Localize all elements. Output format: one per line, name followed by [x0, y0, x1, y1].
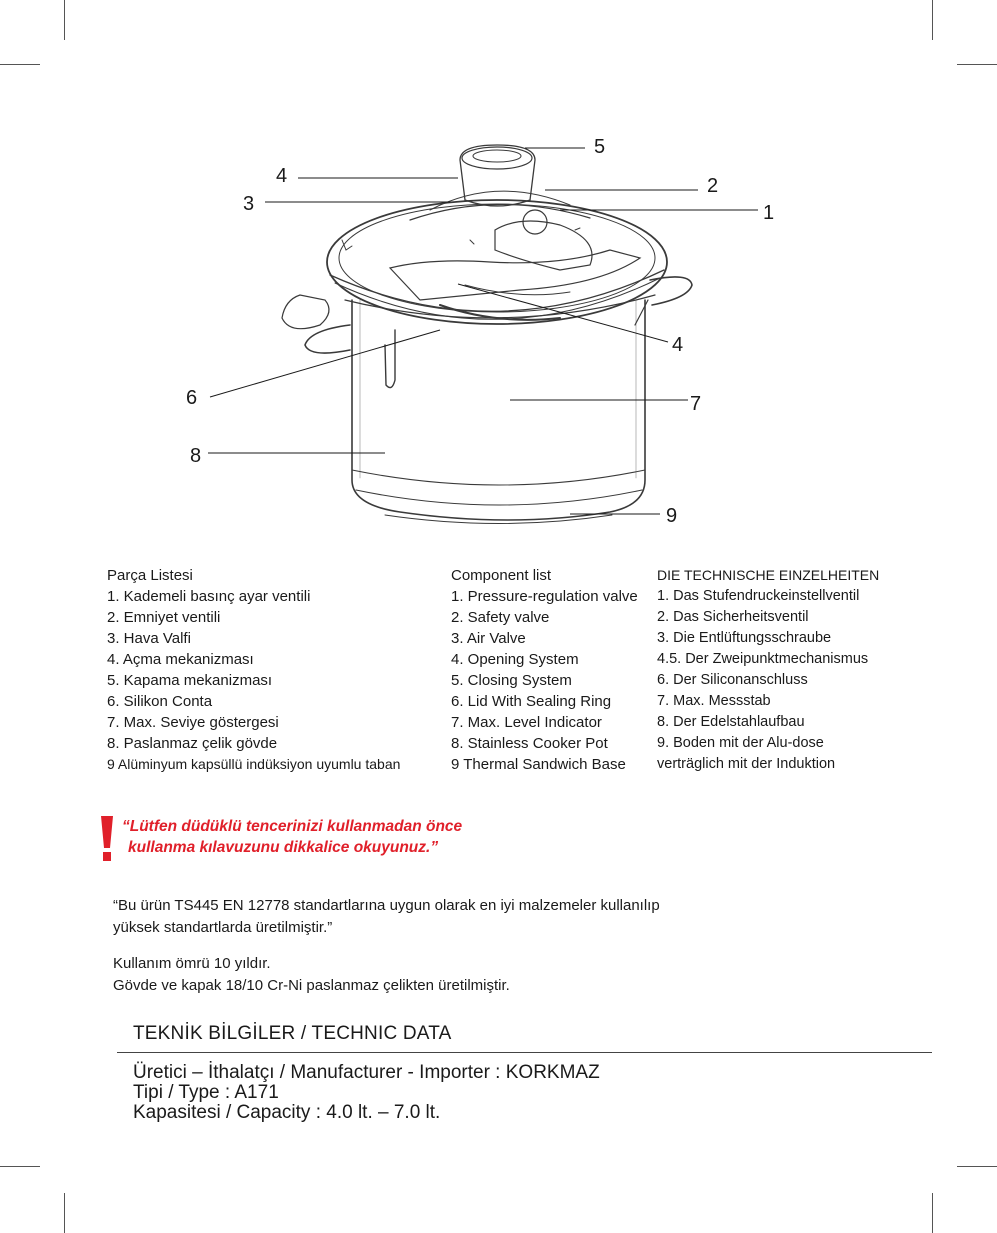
parts-list-item: 6. Silikon Conta	[107, 693, 213, 710]
parts-list-title: Component list	[451, 567, 552, 584]
pressure-cooker-diagram	[0, 0, 997, 560]
parts-list-item: 1. Kademeli basınç ayar ventili	[107, 588, 311, 605]
crop-mark	[932, 1193, 933, 1233]
warning-line: “Lütfen düdüklü tencerinizi kullanmadan önce	[122, 818, 463, 835]
callout-8: 8	[190, 445, 202, 467]
parts-list-item: 6. Lid With Sealing Ring	[451, 693, 612, 710]
tech-manufacturer: Üretici – İthalatçı / Manufacturer - Importer : KORKMAZ	[133, 1062, 600, 1083]
tech-data	[133, 1063, 600, 1123]
callout-7: 7	[690, 393, 702, 415]
tech-capacity: Kapasitesi / Capacity : 4.0 lt. – 7.0 lt.	[133, 1102, 441, 1123]
parts-list-item: 1. Pressure-regulation valve	[451, 588, 638, 605]
parts-list-english	[451, 565, 651, 775]
parts-list-item: 4.5. Der Zweipunktmechanismus	[657, 651, 869, 667]
parts-list-item: 9 Thermal Sandwich Base	[451, 756, 626, 773]
parts-list-item: 6. Der Siliconanschluss	[657, 672, 808, 688]
parts-list-turkish	[107, 565, 447, 775]
parts-list-item: 3. Air Valve	[451, 630, 526, 647]
parts-list-item: 3. Hava Valfi	[107, 630, 191, 647]
info-line: Kullanım ömrü 10 yıldır.	[113, 955, 271, 972]
statement-line: yüksek standartlarda üretilmiştir.”	[113, 919, 333, 936]
pot-base	[352, 470, 645, 485]
parts-list-item: 9. Boden mit der Alu-dose	[657, 735, 824, 751]
info-line: Gövde ve kapak 18/10 Cr-Ni paslanmaz çelikten üretilmiştir.	[113, 977, 510, 994]
parts-list-item: 8. Stainless Cooker Pot	[451, 735, 608, 752]
standards-statement	[113, 895, 660, 939]
closing-knob	[460, 145, 535, 206]
parts-list-item: 2. Emniyet ventili	[107, 609, 221, 626]
parts-list-item: 3. Die Entlüftungsschraube	[657, 630, 832, 646]
tech-type: Tipi / Type : A171	[133, 1082, 279, 1103]
divider	[117, 1052, 932, 1053]
statement-line: “Bu ürün TS445 EN 12778 standartlarına uygun olarak en iyi malzemeler kullanılıp	[113, 897, 660, 914]
crop-mark	[64, 1193, 65, 1233]
parts-list-item: 5. Kapama mekanizması	[107, 672, 273, 689]
right-handle	[650, 277, 692, 305]
parts-list-item: 4. Açma mekanizması	[107, 651, 254, 668]
callout-4b: 4	[672, 334, 684, 356]
parts-list-german	[657, 565, 897, 775]
left-handle	[305, 325, 350, 353]
parts-list-item: 8. Paslanmaz çelik gövde	[107, 735, 278, 752]
parts-list-item: 8. Der Edelstahlaufbau	[657, 714, 805, 730]
crop-mark	[0, 1166, 40, 1167]
parts-list-item: 5. Closing System	[451, 672, 572, 689]
product-info	[113, 953, 510, 997]
callout-6: 6	[186, 387, 198, 409]
parts-list-item: 7. Max. Seviye göstergesi	[107, 714, 279, 731]
callout-1: 1	[763, 202, 775, 224]
parts-list-item: 7. Max. Level Indicator	[451, 714, 602, 731]
parts-list-item: 9 Alüminyum kapsüllü indüksiyon uyumlu taban	[107, 756, 401, 772]
callout-4: 4	[276, 165, 288, 187]
parts-list-item: 2. Safety valve	[451, 609, 550, 626]
exclamation-icon	[100, 814, 114, 862]
parts-list-item: 2. Das Sicherheitsventil	[657, 609, 809, 625]
parts-list-item: 4. Opening System	[451, 651, 579, 668]
callout-3: 3	[243, 193, 255, 215]
callout-9: 9	[666, 505, 678, 527]
warning-line: kullanma kılavuzunu dikkalice okuyunuz.”	[128, 839, 439, 856]
left-handle-tab	[282, 295, 329, 329]
callout-5: 5	[594, 136, 606, 158]
crop-mark	[957, 1166, 997, 1167]
parts-list-title: Parça Listesi	[107, 567, 193, 584]
parts-list-item: verträglich mit der Induktion	[657, 756, 836, 772]
parts-list-item: 7. Max. Messstab	[657, 693, 771, 709]
callout-2: 2	[707, 175, 719, 197]
parts-list-title: DIE TECHNISCHE EINZELHEITEN	[657, 567, 880, 583]
pot-body	[352, 300, 645, 520]
tech-data-title: TEKNİK BİLGİLER / TECHNIC DATA	[133, 1023, 452, 1044]
parts-list-item: 1. Das Stufendruckeinstellventil	[657, 588, 860, 604]
